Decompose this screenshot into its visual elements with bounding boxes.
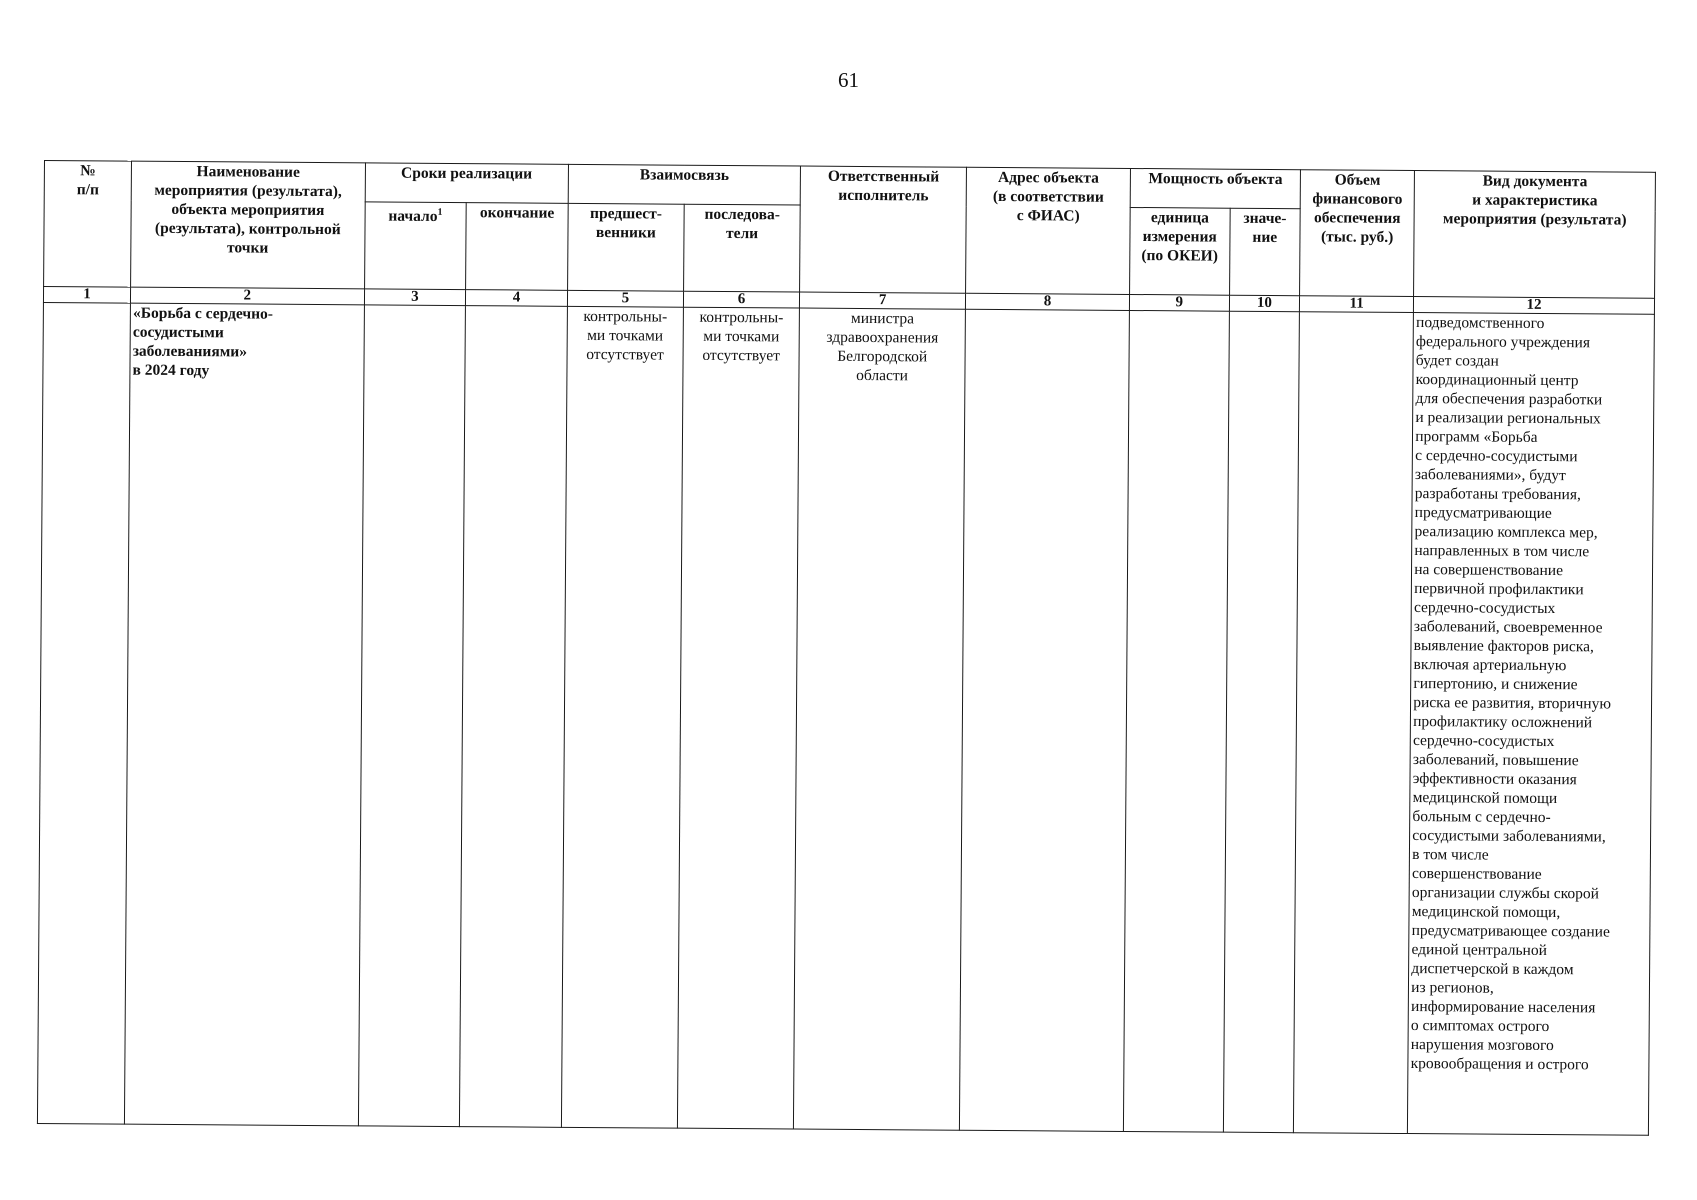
column-number: 1 [43, 287, 130, 304]
column-number: 8 [966, 293, 1130, 310]
header-predecessors: предшест- венники [567, 203, 684, 291]
header-successors: последова- тели [684, 204, 801, 292]
header-name: Наименование мероприятия (результата), объекта мероприятия (результата), контрольной точки [131, 161, 365, 289]
header-start: начало$^1$ [364, 202, 466, 290]
header-value: значе- ние [1229, 208, 1300, 296]
row-finance-cell [1294, 312, 1414, 1134]
column-number: 9 [1129, 294, 1229, 311]
table-row [37, 302, 1654, 1135]
page-number: 61 [838, 68, 859, 92]
header-executor: Ответственный исполнитель [800, 166, 967, 293]
row-unit-cell [1123, 310, 1229, 1132]
column-number: 6 [683, 291, 799, 308]
column-number: 4 [466, 290, 568, 307]
column-number: 3 [364, 289, 466, 306]
column-number: 11 [1300, 296, 1414, 313]
row-name-cell: «Борьба с сердечно- сосудистыми заболеваниями» в 2024 году [125, 303, 364, 1126]
row-executor-cell: министра здравоохранения Белгородской области [794, 308, 966, 1130]
header-address: Адрес объекта (в соответствии с ФИАС) [966, 167, 1131, 294]
header-finance: Объем финансового обеспечения (тыс. руб.) [1300, 170, 1415, 297]
row-predecessors-cell: контрольны- ми точками отсутствует [561, 306, 683, 1128]
row-end-cell [460, 306, 568, 1128]
plan-table [37, 160, 1656, 1136]
column-number: 10 [1229, 295, 1300, 312]
row-description-cell: подведомственного федерального учреждения будет создан координационный центр для обеспечения разработки и реализации региональных программ «Борьба с сердечно-сосудистыми заболеваниями», будут разработаны требования, предусматривающие реализацию комплекса мер, направленных в том числе на совершенствование первичной профилактики сердечно-сосудистых заболеваний, своевременное выявление факторов риска, включая артериальную гипертонию, и снижение риска ее развития, вторичную профилактику осложнений сердечно-сосудистых заболеваний, повышение эффективности оказания медицинской помощи больным с сердечно- сосудистыми заболеваниями, в том числе совершенствование организации службы скорой медицинской помощи, предусматривающее создание единой центральной диспетчерской в каждом из регионов, информирование населения о симптомах острого нарушения мозгового кровообращения и острого [1408, 313, 1655, 1136]
column-number: 2 [131, 287, 365, 305]
row-value-cell [1223, 311, 1300, 1132]
row-start-cell [358, 305, 466, 1127]
header-link-group: Взаимосвязь [568, 164, 801, 205]
header-capacity-group: Мощность объекта [1130, 168, 1300, 208]
row-number-cell [37, 302, 130, 1124]
header-row-top [44, 161, 1655, 212]
header-unit: единица измерения (по ОКЕИ) [1130, 207, 1230, 295]
header-number: № п/п [44, 161, 132, 288]
column-number: 12 [1414, 297, 1655, 315]
column-number: 7 [800, 292, 966, 309]
header-end: окончание [466, 203, 568, 291]
header-terms-group: Сроки реализации [365, 163, 569, 203]
header-document: Вид документа и характеристика мероприятия (результата) [1414, 171, 1656, 299]
row-address-cell [960, 309, 1130, 1131]
row-successors-cell: контрольны- ми точками отсутствует [677, 307, 799, 1129]
column-number: 5 [567, 290, 683, 307]
